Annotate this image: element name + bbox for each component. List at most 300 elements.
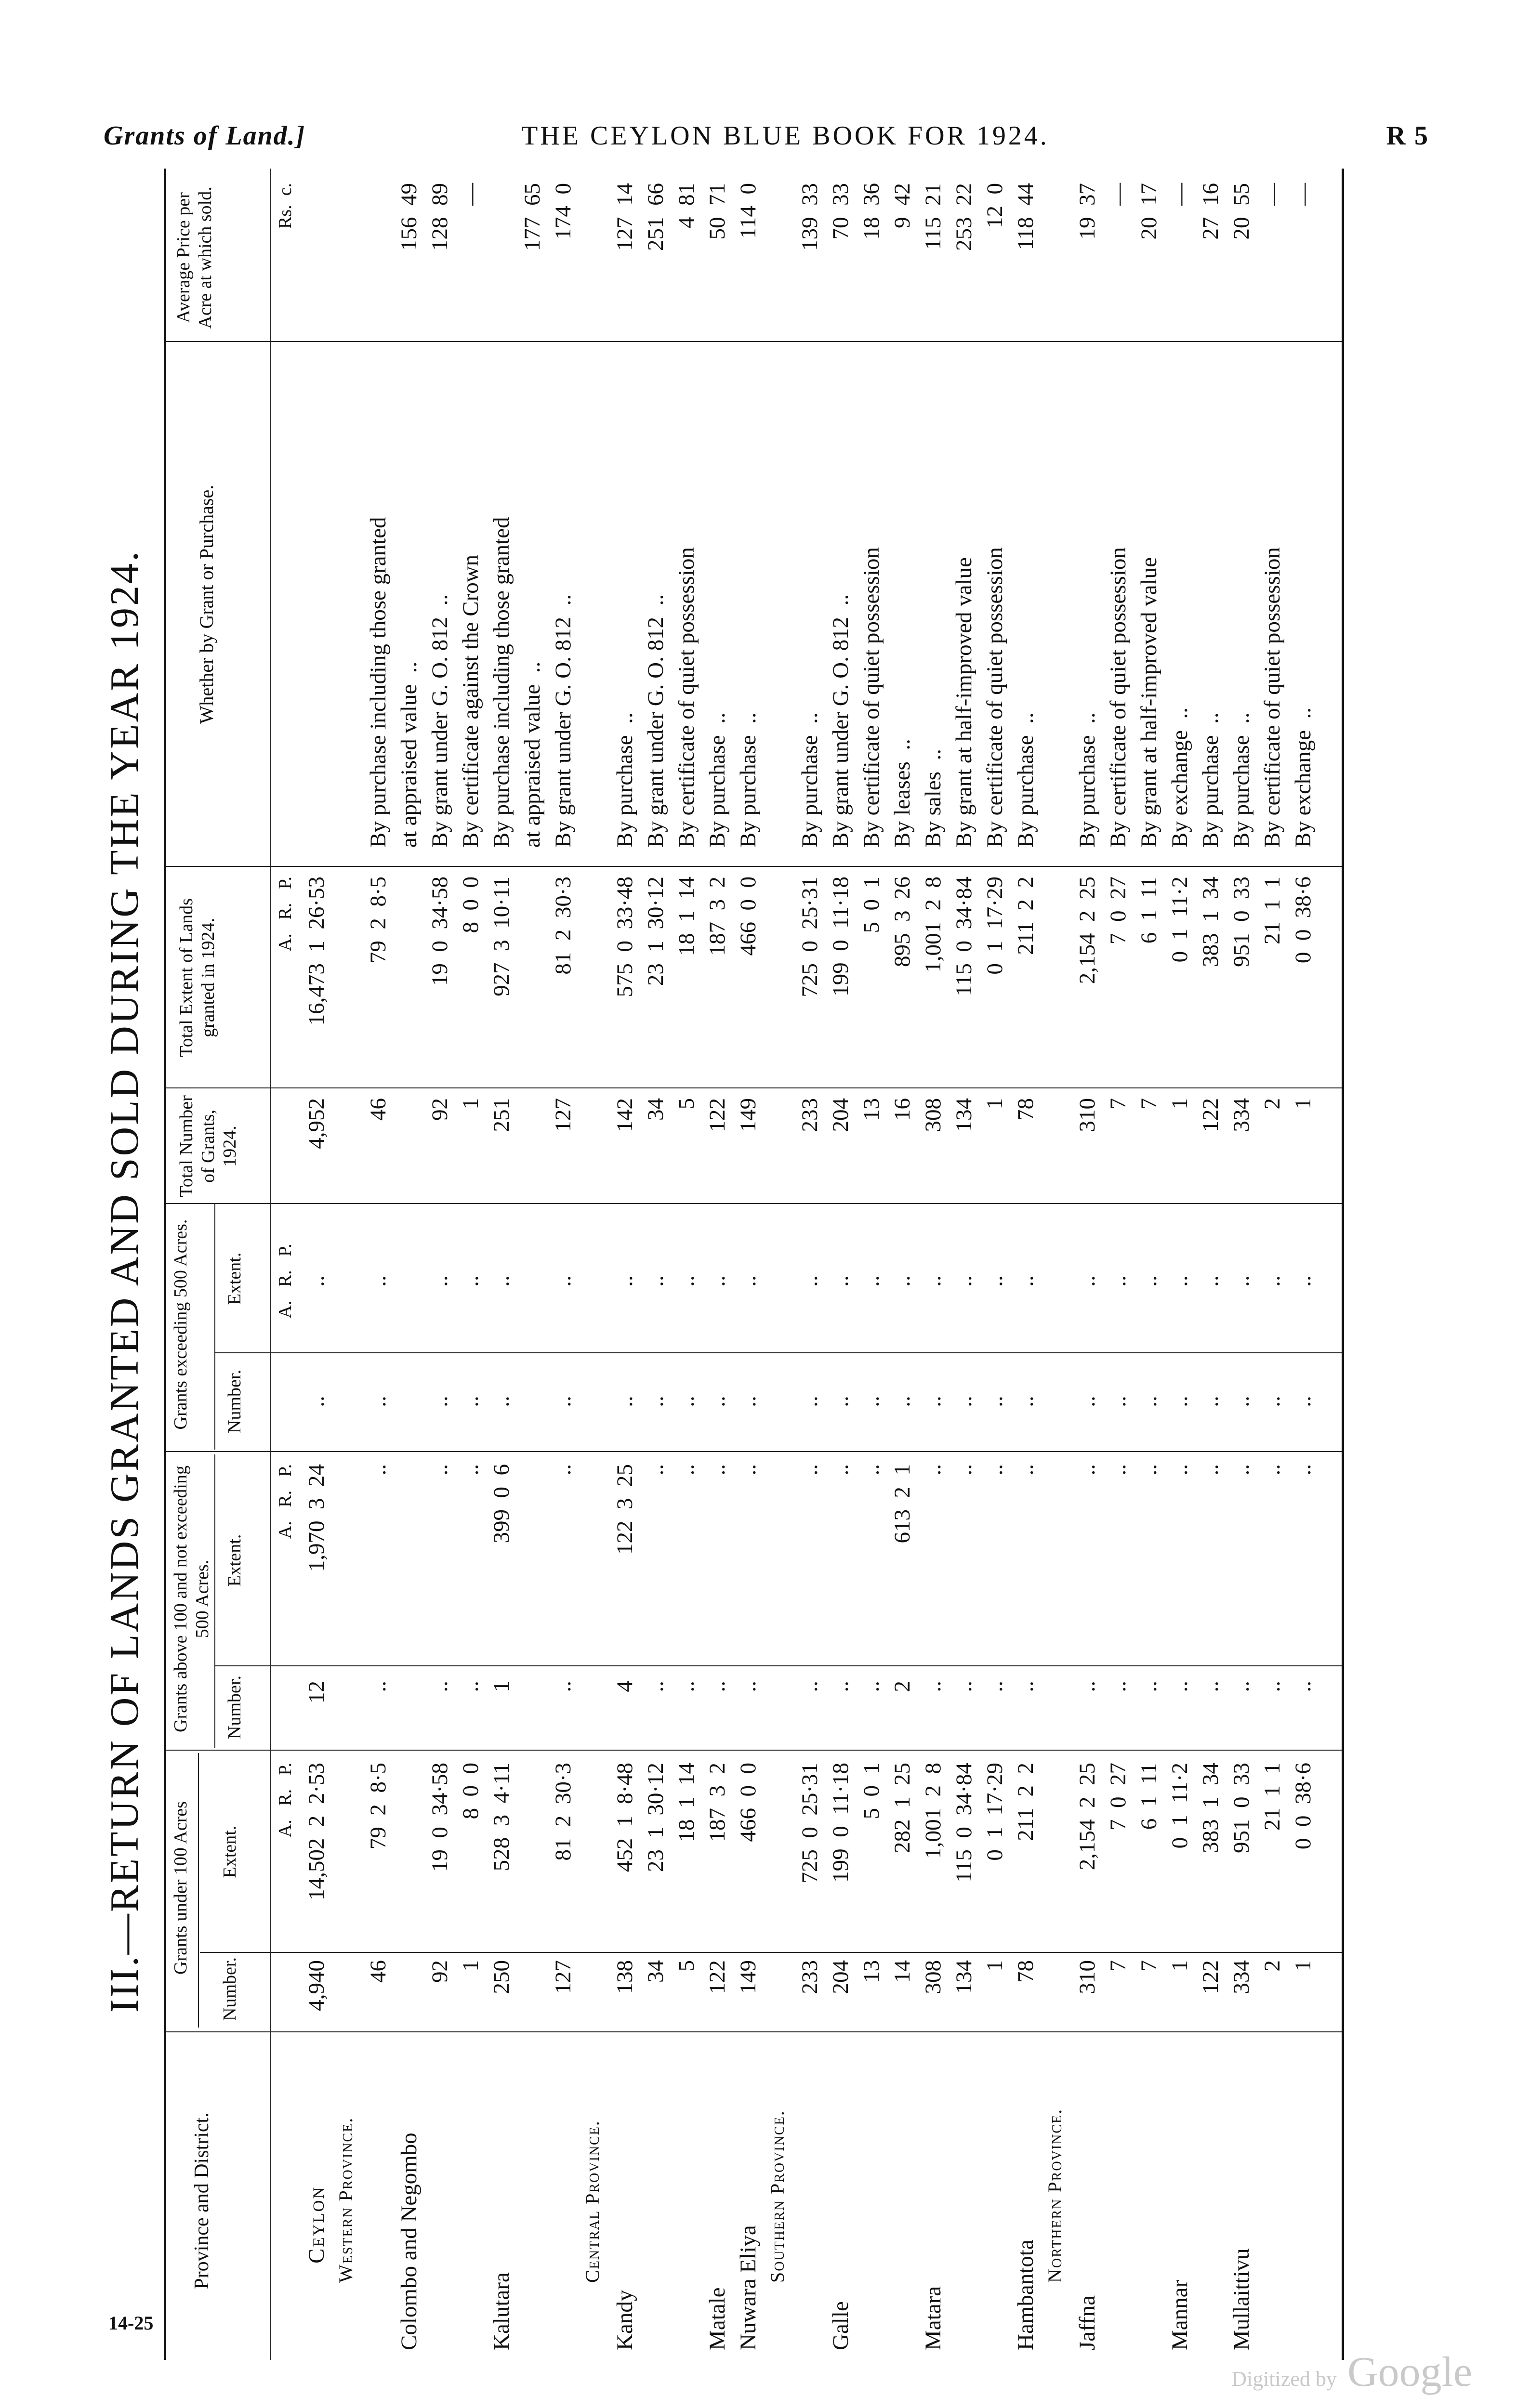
number-100-500: 2 xyxy=(890,1681,915,1692)
number-over-500: .. xyxy=(1013,1396,1038,1407)
extent-under-100: 725 0 25·31 xyxy=(797,1763,822,1884)
total-grants: 251 xyxy=(489,1098,514,1132)
total-grants: 142 xyxy=(612,1098,637,1132)
extent-100-500: .. xyxy=(736,1464,761,1476)
col-number-1: Number. xyxy=(220,1957,240,2021)
number-over-500: .. xyxy=(1229,1396,1254,1407)
table-row xyxy=(889,169,916,2360)
total-grants: 233 xyxy=(797,1098,822,1132)
average-price: 139 33 xyxy=(797,183,822,251)
number-100-500: .. xyxy=(921,1681,946,1692)
number-under-100: 7 xyxy=(1106,1960,1131,1972)
number-under-100: 4,940 xyxy=(304,1960,329,2011)
extent-over-500: .. xyxy=(1075,1275,1100,1287)
number-under-100: 14 xyxy=(890,1960,915,1983)
page-header-title: THE CEYLON BLUE BOOK FOR 1924. xyxy=(521,121,1049,151)
grant-method: By certificate of quiet possession xyxy=(982,547,1007,848)
grant-method: By sales .. xyxy=(921,749,946,848)
col-number-3: Number. xyxy=(224,1370,245,1433)
unit-label: A. R. P. xyxy=(275,1763,295,1838)
province-name: Western Province. xyxy=(335,2117,356,2283)
total-extent: 0 1 17·29 xyxy=(982,877,1007,975)
average-price: 9 42 xyxy=(890,183,915,228)
extent-over-500: .. xyxy=(1167,1275,1192,1287)
total-extent: 1,001 2 8 xyxy=(921,877,946,973)
average-price: — xyxy=(1291,183,1316,206)
number-100-500: .. xyxy=(643,1681,668,1692)
total-extent: 79 2 8·5 xyxy=(366,877,391,964)
margin-reference: 14-25 xyxy=(108,2312,154,2334)
district-name: Hambantota xyxy=(1013,2239,1038,2350)
table-row xyxy=(673,169,700,2360)
extent-under-100: 23 1 30·12 xyxy=(643,1763,668,1872)
grant-method: at appraised value .. xyxy=(396,661,422,848)
table-row xyxy=(920,169,947,2360)
total-extent: 5 0 1 xyxy=(859,877,884,933)
extent-under-100: 0 1 11·2 xyxy=(1167,1763,1192,1849)
number-100-500: .. xyxy=(458,1681,483,1692)
average-price: — xyxy=(458,183,483,206)
table-row xyxy=(1198,169,1225,2360)
grant-method: By grant under G. O. 812 .. xyxy=(828,594,853,848)
extent-100-500: .. xyxy=(1229,1464,1254,1476)
grant-method: By purchase .. xyxy=(1229,712,1254,848)
extent-100-500: .. xyxy=(859,1464,884,1476)
grant-method: By grant at half-improved value xyxy=(951,557,976,848)
extent-100-500: 122 3 25 xyxy=(612,1464,637,1555)
extent-over-500: .. xyxy=(1013,1275,1038,1287)
extent-under-100: 452 1 8·48 xyxy=(612,1763,637,1872)
extent-over-500: .. xyxy=(705,1275,730,1287)
number-100-500: .. xyxy=(1291,1681,1316,1692)
total-extent: 7 0 27 xyxy=(1106,877,1131,944)
total-grants: 310 xyxy=(1075,1098,1100,1132)
table-row xyxy=(1136,169,1163,2360)
number-over-500: .. xyxy=(612,1396,637,1407)
number-over-500: .. xyxy=(1198,1396,1223,1407)
page-header-left: Grants of Land.] xyxy=(104,121,306,151)
grant-method: By grant under G. O. 812 .. xyxy=(643,594,668,848)
table-row xyxy=(1290,169,1317,2360)
number-100-500: .. xyxy=(1167,1681,1192,1692)
table-row xyxy=(982,169,1009,2360)
total-extent: 187 3 2 xyxy=(705,877,730,956)
extent-under-100: 1,001 2 8 xyxy=(921,1763,946,1859)
province-row xyxy=(334,169,361,2360)
number-under-100: 122 xyxy=(1198,1960,1223,1994)
table-row xyxy=(828,169,855,2360)
extent-100-500: .. xyxy=(674,1464,699,1476)
extent-under-100: 951 0 33 xyxy=(1229,1763,1254,1853)
grant-method: By purchase .. xyxy=(797,712,822,848)
table-row xyxy=(858,169,885,2360)
total-grants: 4,952 xyxy=(304,1098,329,1149)
number-over-500: .. xyxy=(828,1396,853,1407)
extent-100-500: 399 0 6 xyxy=(489,1464,514,1544)
average-price: — xyxy=(1106,183,1131,206)
number-under-100: 149 xyxy=(736,1960,761,1994)
number-under-100: 92 xyxy=(427,1960,452,1983)
watermark-brand: Google xyxy=(1347,2349,1472,2395)
district-name: Matale xyxy=(705,2287,730,2350)
average-price: 18 36 xyxy=(859,183,884,240)
number-over-500: .. xyxy=(551,1396,576,1407)
number-under-100: 138 xyxy=(612,1960,637,1994)
total-extent: 8 0 0 xyxy=(458,877,483,933)
watermark-prefix: Digitized by xyxy=(1231,2367,1337,2391)
average-price: 70 33 xyxy=(828,183,853,240)
total-extent: 466 0 0 xyxy=(736,877,761,956)
extent-over-500: .. xyxy=(489,1275,514,1287)
number-100-500: .. xyxy=(1106,1681,1131,1692)
table-row xyxy=(1228,169,1255,2360)
extent-under-100: 18 1 14 xyxy=(674,1763,699,1842)
average-price: 27 16 xyxy=(1198,183,1223,240)
extent-100-500: 1,970 3 24 xyxy=(304,1464,329,1572)
number-100-500: .. xyxy=(1198,1681,1223,1692)
total-grants: 127 xyxy=(551,1098,576,1132)
number-under-100: 13 xyxy=(859,1960,884,1983)
grant-method: By grant at half-improved value xyxy=(1136,557,1161,848)
average-price: — xyxy=(1260,183,1285,206)
table-row xyxy=(1074,169,1101,2360)
unit-label: A. R. P. xyxy=(275,1464,295,1539)
number-over-500: .. xyxy=(1291,1396,1316,1407)
table-row xyxy=(427,169,454,2360)
header-rule xyxy=(198,1753,199,2028)
watermark xyxy=(1231,2348,1472,2396)
col-extent-2: Extent. xyxy=(224,1534,245,1587)
number-under-100: 5 xyxy=(674,1960,699,1972)
extent-over-500: .. xyxy=(458,1275,483,1287)
total-grants: 78 xyxy=(1013,1098,1038,1121)
total-grants: 7 xyxy=(1106,1098,1131,1110)
number-over-500: .. xyxy=(458,1396,483,1407)
total-extent: 725 0 25·31 xyxy=(797,877,822,997)
total-extent: 199 0 11·18 xyxy=(828,877,853,996)
average-price: 128 89 xyxy=(427,183,452,251)
extent-over-500: .. xyxy=(366,1275,391,1287)
total-grants: 46 xyxy=(366,1098,391,1121)
province-row xyxy=(1043,169,1070,2360)
total-extent: 0 0 38·6 xyxy=(1291,877,1316,964)
average-price: 156 49 xyxy=(396,183,422,251)
extent-under-100: 187 3 2 xyxy=(705,1763,730,1842)
page-number: R 5 xyxy=(1386,121,1429,151)
extent-over-500: .. xyxy=(1198,1275,1223,1287)
extent-over-500: .. xyxy=(736,1275,761,1287)
grant-method: By purchase including those granted xyxy=(366,517,391,848)
average-price: 177 65 xyxy=(520,183,545,251)
col-group-over-500: Grants exceeding 500 Acres. xyxy=(171,1219,191,1430)
total-extent: 2,154 2 25 xyxy=(1075,877,1100,984)
total-grants: 16 xyxy=(890,1098,915,1121)
district-name: Kandy xyxy=(612,2290,637,2350)
grant-method: By purchase .. xyxy=(705,712,730,848)
number-under-100: 7 xyxy=(1136,1960,1161,1972)
district-name: Ceylon xyxy=(304,2186,329,2264)
number-over-500: .. xyxy=(951,1396,976,1407)
total-extent: 0 1 11·2 xyxy=(1167,877,1192,963)
col-whether: Whether by Grant or Purchase. xyxy=(196,484,217,724)
total-row xyxy=(303,169,330,2360)
number-under-100: 204 xyxy=(828,1960,853,1994)
extent-100-500: 613 2 1 xyxy=(890,1464,915,1544)
number-under-100: 127 xyxy=(551,1960,576,1994)
col-extent-3: Extent. xyxy=(224,1252,245,1305)
number-under-100: 122 xyxy=(705,1960,730,1994)
number-100-500: 12 xyxy=(304,1681,329,1703)
extent-100-500: .. xyxy=(828,1464,853,1476)
col-average-price: Average Price per Acre at which sold. xyxy=(173,186,215,329)
extent-under-100: 19 0 34·58 xyxy=(427,1763,452,1872)
average-price: 19 37 xyxy=(1075,183,1100,240)
extent-over-500: .. xyxy=(551,1275,576,1287)
number-over-500: .. xyxy=(304,1396,329,1407)
number-over-500: .. xyxy=(1075,1396,1100,1407)
total-extent: 81 2 30·3 xyxy=(551,877,576,975)
table-row xyxy=(612,169,639,2360)
extent-100-500: .. xyxy=(1167,1464,1192,1476)
number-under-100: 334 xyxy=(1229,1960,1254,1994)
number-100-500: .. xyxy=(705,1681,730,1692)
extent-under-100: 282 1 25 xyxy=(890,1763,915,1853)
extent-under-100: 528 3 4·11 xyxy=(489,1763,514,1871)
table-row xyxy=(951,169,978,2360)
average-price: 118 44 xyxy=(1013,183,1038,250)
table-row xyxy=(643,169,670,2360)
grant-method: By grant under G. O. 812 .. xyxy=(427,594,452,848)
total-extent: 6 1 11 xyxy=(1136,877,1161,944)
table-row xyxy=(704,169,731,2360)
number-over-500: .. xyxy=(674,1396,699,1407)
total-extent: 383 1 34 xyxy=(1198,877,1223,967)
grant-method: By certificate of quiet possession xyxy=(1106,547,1131,848)
district-name: Nuwara Eliya xyxy=(736,2225,761,2350)
average-price: 174 0 xyxy=(551,183,576,240)
extent-100-500: .. xyxy=(1136,1464,1161,1476)
extent-under-100: 199 0 11·18 xyxy=(828,1763,853,1883)
total-grants: 308 xyxy=(921,1098,946,1132)
number-over-500: .. xyxy=(1106,1396,1131,1407)
number-under-100: 233 xyxy=(797,1960,822,1994)
number-under-100: 1 xyxy=(1167,1960,1192,1972)
number-100-500: .. xyxy=(982,1681,1007,1692)
total-grants: 122 xyxy=(705,1098,730,1132)
average-price: 253 22 xyxy=(951,183,976,251)
extent-100-500: .. xyxy=(1291,1464,1316,1476)
extent-100-500: .. xyxy=(1075,1464,1100,1476)
number-100-500: .. xyxy=(736,1681,761,1692)
extent-over-500: .. xyxy=(859,1275,884,1287)
rotated-table-page xyxy=(101,169,1354,2394)
province-row xyxy=(766,169,793,2360)
total-grants: 34 xyxy=(643,1098,668,1121)
number-under-100: 1 xyxy=(458,1960,483,1972)
extent-under-100: 0 1 17·29 xyxy=(982,1763,1007,1861)
unit-label: A. R. P. xyxy=(275,877,295,952)
number-100-500: .. xyxy=(1136,1681,1161,1692)
grant-method: By certificate against the Crown xyxy=(458,554,483,848)
average-price: 115 21 xyxy=(921,183,946,250)
number-100-500: .. xyxy=(674,1681,699,1692)
extent-100-500: .. xyxy=(1106,1464,1131,1476)
units-row xyxy=(275,169,302,2360)
extent-over-500: .. xyxy=(828,1275,853,1287)
number-over-500: .. xyxy=(1260,1396,1285,1407)
district-name: Colombo and Negombo xyxy=(396,2133,422,2350)
total-extent: 895 3 26 xyxy=(890,877,915,967)
col-number-2: Number. xyxy=(224,1675,245,1739)
district-name: Mullaittivu xyxy=(1229,2248,1254,2350)
total-grants: 122 xyxy=(1198,1098,1223,1132)
extent-100-500: .. xyxy=(951,1464,976,1476)
number-100-500: .. xyxy=(551,1681,576,1692)
extent-100-500: .. xyxy=(1198,1464,1223,1476)
district-name: Kalutara xyxy=(489,2272,514,2350)
table-row xyxy=(1167,169,1194,2360)
province-name: Northern Province. xyxy=(1044,2108,1066,2283)
table-row xyxy=(735,169,762,2360)
number-over-500: .. xyxy=(489,1396,514,1407)
col-province: Province and District. xyxy=(191,2112,213,2290)
district-name: Jaffna xyxy=(1075,2295,1100,2350)
total-extent: 19 0 34·58 xyxy=(427,877,452,986)
extent-100-500: .. xyxy=(643,1464,668,1476)
extent-over-500: .. xyxy=(797,1275,822,1287)
number-over-500: .. xyxy=(797,1396,822,1407)
extent-over-500: .. xyxy=(951,1275,976,1287)
grant-method: By purchase .. xyxy=(1198,712,1223,848)
number-over-500: .. xyxy=(1136,1396,1161,1407)
number-over-500: .. xyxy=(982,1396,1007,1407)
number-over-500: .. xyxy=(1167,1396,1192,1407)
province-row xyxy=(581,169,608,2360)
total-extent: 16,473 1 26·53 xyxy=(304,877,329,1026)
total-grants: 7 xyxy=(1136,1098,1161,1110)
average-price: 12 0 xyxy=(982,183,1007,228)
number-over-500: .. xyxy=(859,1396,884,1407)
total-extent: 115 0 34·84 xyxy=(951,877,976,996)
col-total-grants: Total Number of Grants, 1924. xyxy=(176,1095,240,1197)
total-extent: 211 2 2 xyxy=(1013,877,1038,955)
col-group-100-500: Grants above 100 and not exceeding 500 Acres. xyxy=(171,1466,212,1732)
extent-over-500: .. xyxy=(1291,1275,1316,1287)
extent-under-100: 2,154 2 25 xyxy=(1075,1763,1100,1871)
number-under-100: 134 xyxy=(951,1960,976,1994)
total-extent: 951 0 33 xyxy=(1229,877,1254,967)
table-row xyxy=(488,169,515,2360)
number-under-100: 1 xyxy=(982,1960,1007,1972)
extent-under-100: 466 0 0 xyxy=(736,1763,761,1842)
unit-label: A. R. P. xyxy=(275,1243,295,1319)
number-over-500: .. xyxy=(736,1396,761,1407)
extent-100-500: .. xyxy=(1260,1464,1285,1476)
total-extent: 927 3 10·11 xyxy=(489,877,514,996)
total-extent: 23 1 30·12 xyxy=(643,877,668,986)
total-extent: 18 1 14 xyxy=(674,877,699,956)
extent-100-500: .. xyxy=(551,1464,576,1476)
grant-method: By certificate of quiet possession xyxy=(1260,547,1285,848)
number-100-500: .. xyxy=(1013,1681,1038,1692)
total-grants: 1 xyxy=(982,1098,1007,1110)
number-over-500: .. xyxy=(427,1396,452,1407)
table-title: III.—RETURN OF LANDS GRANTED AND SOLD DURING THE YEAR 1924. xyxy=(102,549,147,2013)
extent-over-500: .. xyxy=(890,1275,915,1287)
province-name: Southern Province. xyxy=(766,2110,788,2283)
number-under-100: 78 xyxy=(1013,1960,1038,1983)
extent-100-500: .. xyxy=(797,1464,822,1476)
number-over-500: .. xyxy=(890,1396,915,1407)
extent-under-100: 14,502 2 2·53 xyxy=(304,1763,329,1900)
extent-under-100: 79 2 8·5 xyxy=(366,1763,391,1850)
extent-over-500: .. xyxy=(612,1275,637,1287)
number-100-500: 4 xyxy=(612,1681,637,1692)
total-grants: 1 xyxy=(458,1098,483,1110)
extent-100-500: .. xyxy=(1013,1464,1038,1476)
extent-under-100: 115 0 34·84 xyxy=(951,1763,976,1883)
number-under-100: 1 xyxy=(1291,1960,1316,1972)
extent-100-500: .. xyxy=(921,1464,946,1476)
total-extent: 21 1 1 xyxy=(1260,877,1285,944)
average-price: 127 14 xyxy=(612,183,637,251)
extent-under-100: 8 0 0 xyxy=(458,1763,483,1819)
number-100-500: .. xyxy=(828,1681,853,1692)
grant-method: at appraised value .. xyxy=(520,661,545,848)
total-grants: 13 xyxy=(859,1098,884,1121)
grant-method: By exchange .. xyxy=(1291,707,1316,848)
extent-under-100: 211 2 2 xyxy=(1013,1763,1038,1841)
total-grants: 334 xyxy=(1229,1098,1254,1132)
table-row xyxy=(458,169,485,2360)
grant-method: By leases .. xyxy=(890,739,915,848)
extent-100-500: .. xyxy=(427,1464,452,1476)
total-grants: 1 xyxy=(1291,1098,1316,1110)
grant-method: By grant under G. O. 812 .. xyxy=(551,594,576,848)
table-row xyxy=(365,169,392,2360)
extent-100-500: .. xyxy=(458,1464,483,1476)
table-row xyxy=(519,169,546,2360)
header-rule xyxy=(214,1454,215,1748)
number-over-500: .. xyxy=(366,1396,391,1407)
extent-under-100: 5 0 1 xyxy=(859,1763,884,1819)
number-over-500: .. xyxy=(705,1396,730,1407)
table-row xyxy=(550,169,577,2360)
number-under-100: 310 xyxy=(1075,1960,1100,1994)
table-row xyxy=(1105,169,1132,2360)
number-100-500: .. xyxy=(797,1681,822,1692)
grant-method: By purchase .. xyxy=(1075,712,1100,848)
number-100-500: .. xyxy=(859,1681,884,1692)
table-row xyxy=(1013,169,1040,2360)
land-grants-table xyxy=(164,169,1344,2360)
number-100-500: .. xyxy=(1260,1681,1285,1692)
grant-method: By purchase .. xyxy=(612,712,637,848)
grant-method: By certificate of quiet possession xyxy=(674,547,699,848)
extent-over-500: .. xyxy=(982,1275,1007,1287)
total-grants: 92 xyxy=(427,1098,452,1121)
number-under-100: 46 xyxy=(366,1960,391,1983)
header-rule xyxy=(214,1204,215,1450)
extent-over-500: .. xyxy=(304,1275,329,1287)
number-over-500: .. xyxy=(643,1396,668,1407)
average-price: 114 0 xyxy=(736,183,761,239)
number-under-100: 250 xyxy=(489,1960,514,1994)
extent-100-500: .. xyxy=(982,1464,1007,1476)
table-row xyxy=(1259,169,1286,2360)
district-name: Matara xyxy=(921,2286,946,2350)
table-row xyxy=(797,169,824,2360)
